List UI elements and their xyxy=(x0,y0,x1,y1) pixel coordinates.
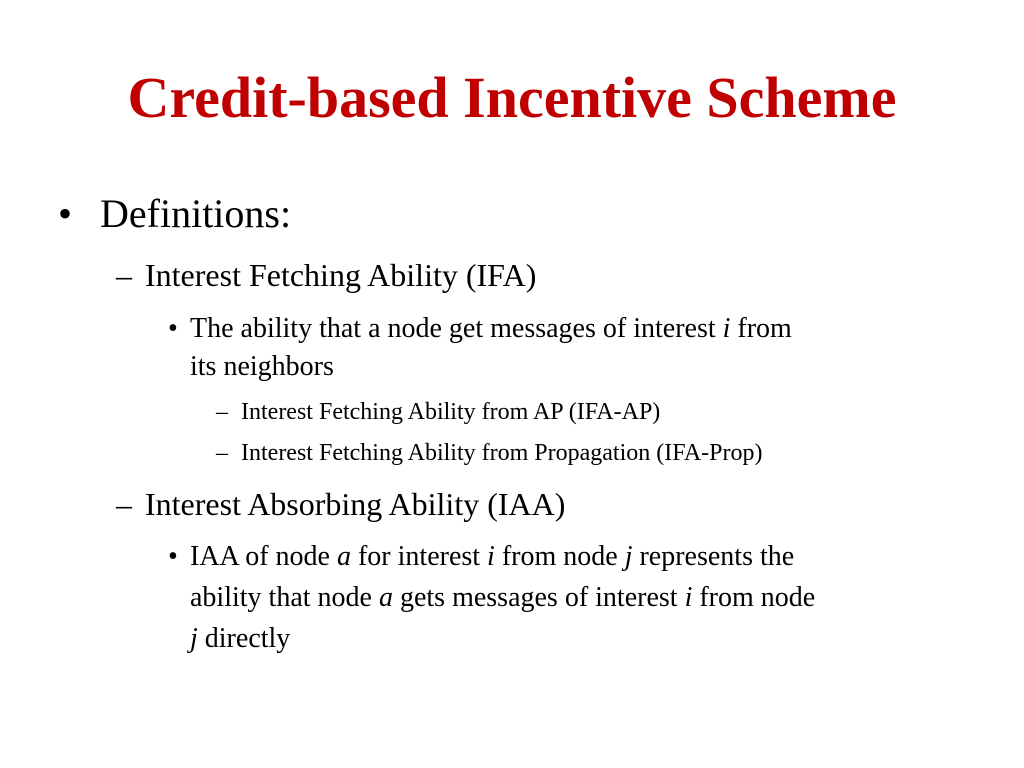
ifa-ap-item: Interest Fetching Ability from AP (IFA-AP) xyxy=(241,399,661,425)
bullet-icon: • xyxy=(168,313,178,344)
ifa-label: Interest Fetching Ability (IFA) xyxy=(145,257,537,293)
iaa-description-line3: j directly xyxy=(190,623,291,654)
definitions-heading: Definitions: xyxy=(100,191,292,236)
iaa-description-line2: ability that node a gets messages of interest i from node xyxy=(190,582,816,613)
dash-icon: – xyxy=(116,257,132,293)
iaa-description-line1: IAA of node a for interest i from node j represents the xyxy=(190,541,795,572)
dash-icon: – xyxy=(216,399,228,425)
ifa-description-line1: The ability that a node get messages of interest i from xyxy=(190,313,792,344)
iaa-label: Interest Absorbing Ability (IAA) xyxy=(145,486,566,522)
bullet-icon: • xyxy=(168,541,178,572)
bullet-icon: • xyxy=(58,191,73,236)
ifa-prop-item: Interest Fetching Ability from Propagation (IFA-Prop) xyxy=(241,440,763,466)
dash-icon: – xyxy=(116,486,132,522)
ifa-description-line2: its neighbors xyxy=(190,351,334,382)
slide-title: Credit-based Incentive Scheme xyxy=(127,65,897,130)
dash-icon: – xyxy=(216,440,228,466)
